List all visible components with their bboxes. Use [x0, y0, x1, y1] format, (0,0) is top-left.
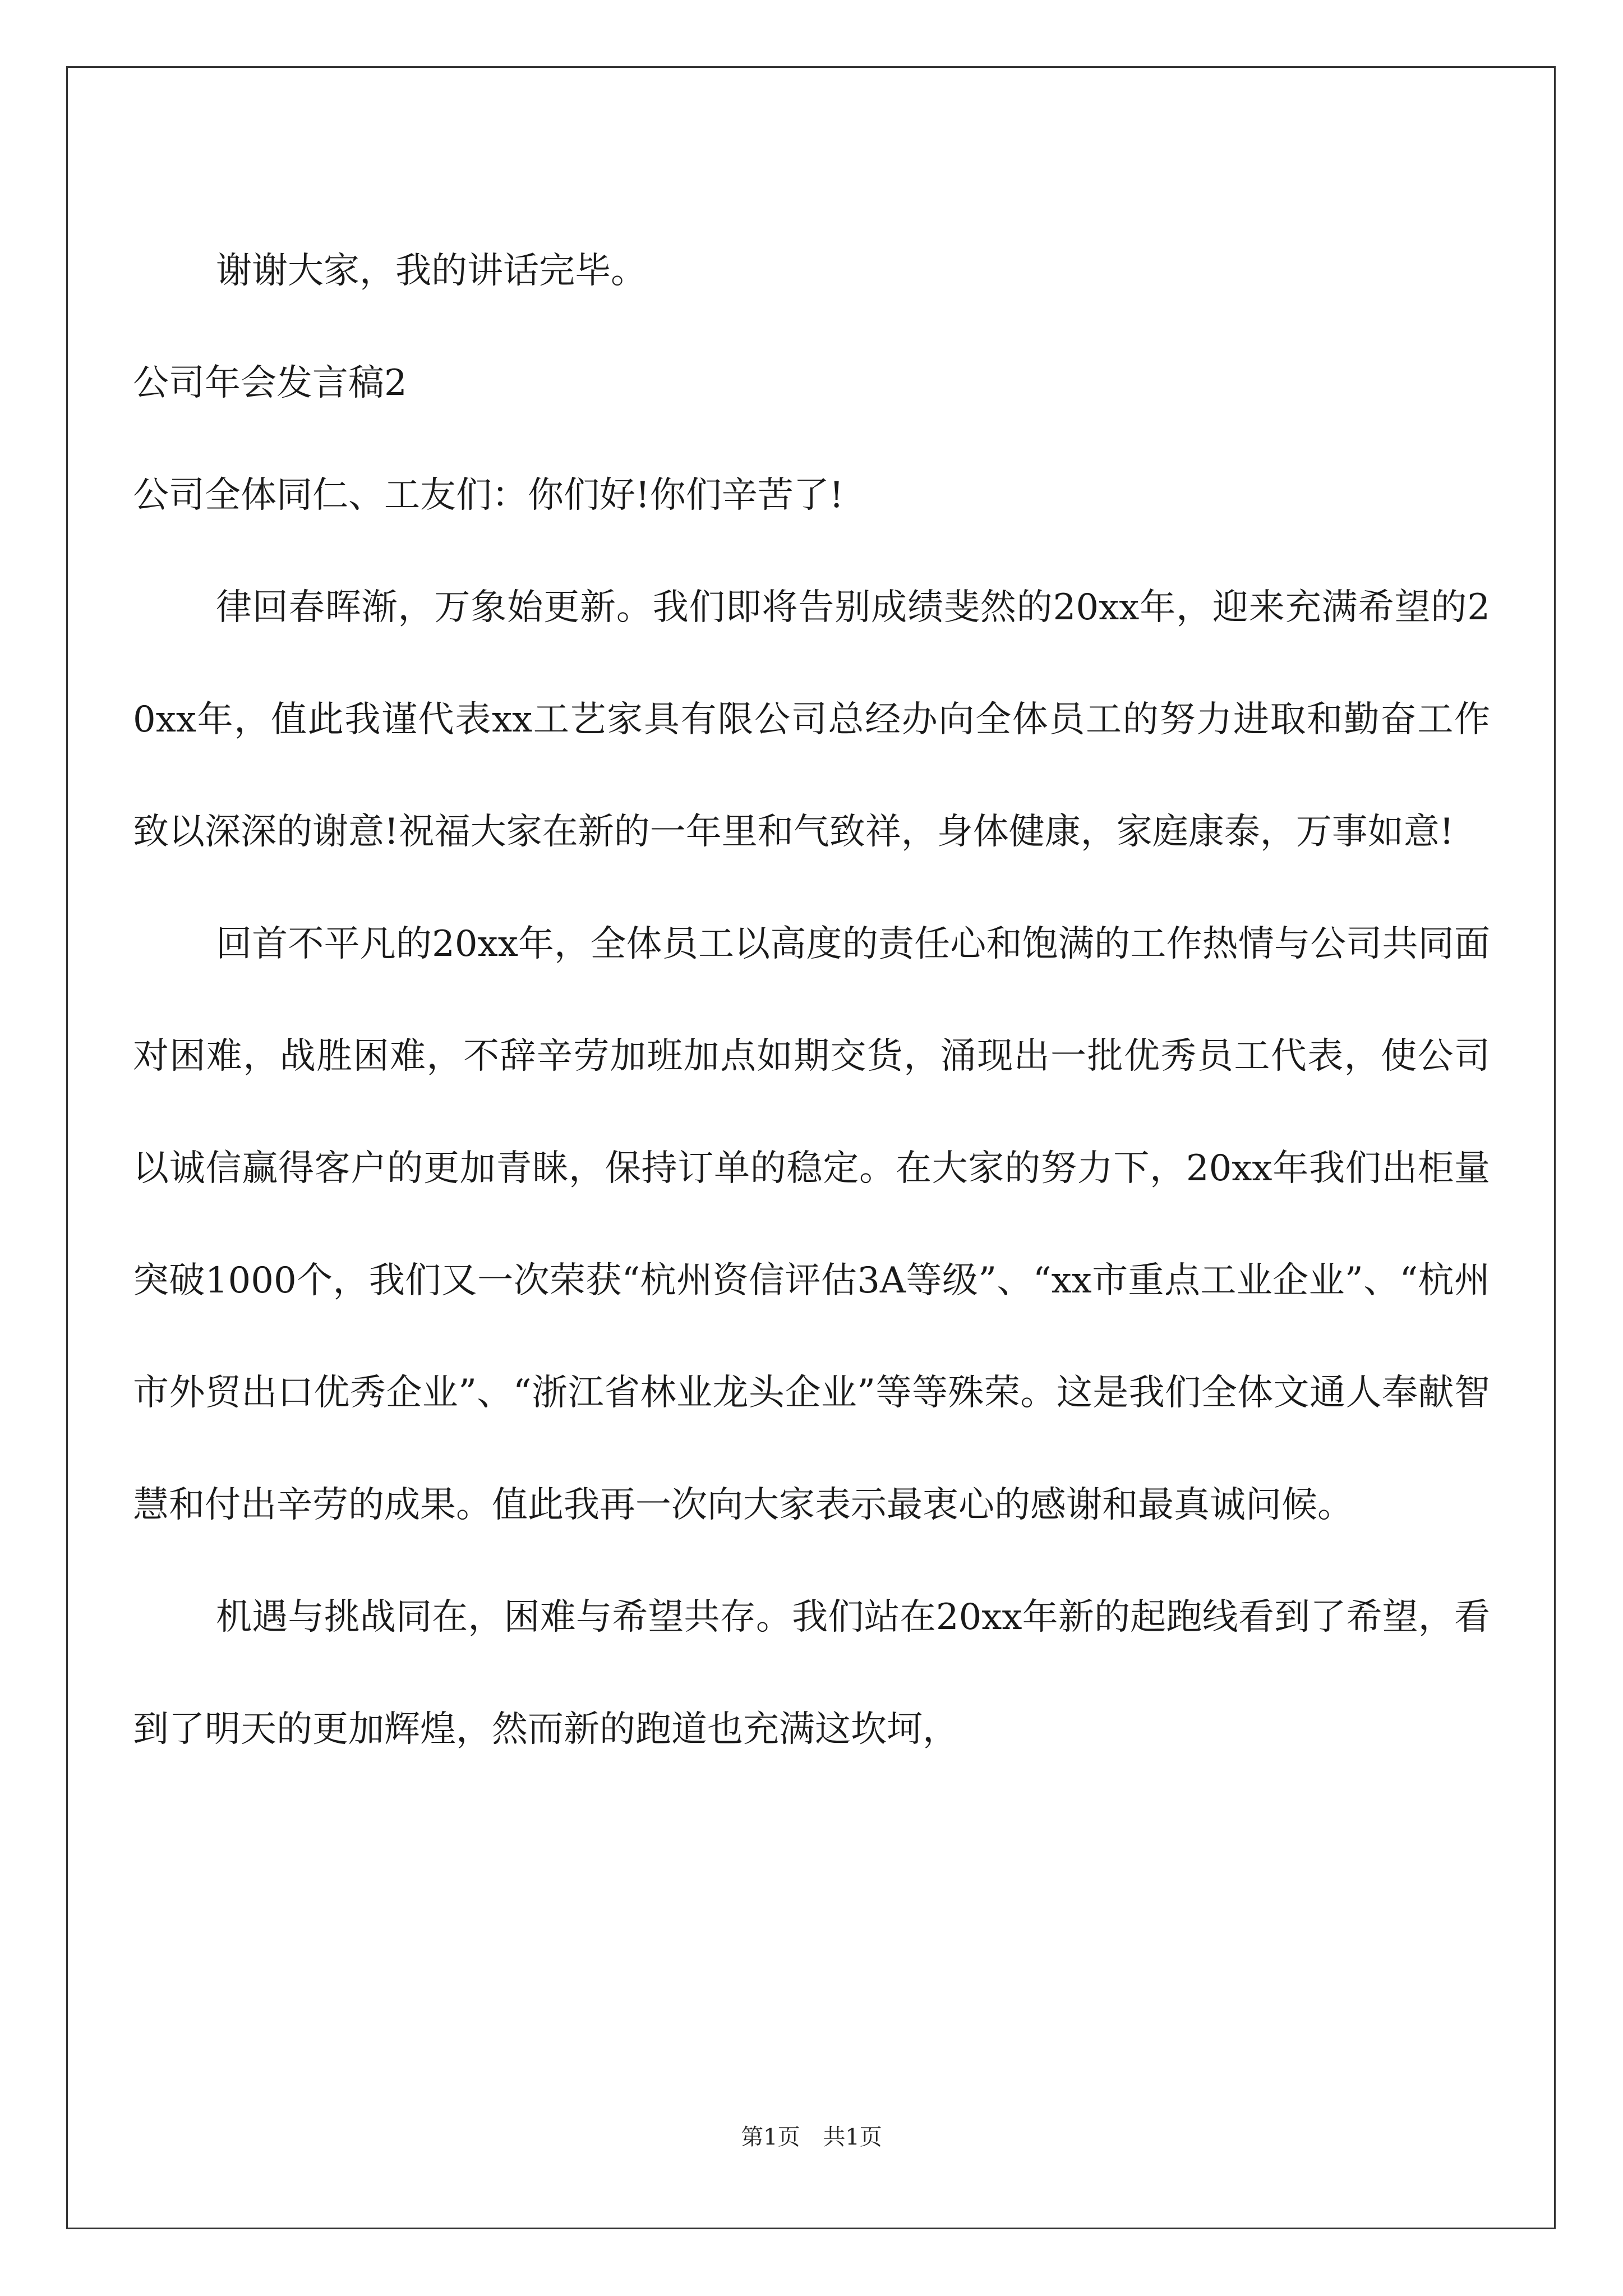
page-total: 共1页 — [823, 2124, 882, 2150]
salutation: 公司全体同仁、工友们：你们好!你们辛苦了! — [133, 475, 844, 516]
paragraph-review: 回首不平凡的20xx年，全体员工以高度的责任心和饱满的工作热情与公司共同面对困难，战胜困难，不辞辛劳加班加点如期交货，涌现出一批优秀员工代表，使公司以诚信赢得客户的更加青睐，保持订单的稳定。在大家的努力下，20xx年我们出柜量突破1000个，我们又一次荣获“杭州资信评估3A等级”、“xx市重点工业企业”、“杭州市外贸出口优秀企业”、“浙江省林业龙头企业”等等殊荣。这是我们全体文通人奉献智慧和付出辛劳的成果。值此我再一次向大家表示最衷心的感谢和最真诚问候。 — [133, 923, 1490, 1526]
document-title: 公司年会发言稿2 — [133, 362, 407, 404]
page-number: 第1页 — [741, 2124, 800, 2150]
paragraph-greeting: 律回春晖渐，万象始更新。我们即将告别成绩斐然的20xx年，迎来充满希望的20xx年，值此我谨代表xx工艺家具有限公司总经办向全体员工的努力进取和勤奋工作致以深深的谢意!祝福大家在新的一年里和气致祥，身体健康，家庭康泰，万事如意! — [133, 587, 1490, 853]
document-body — [133, 215, 1490, 1786]
paragraph-outlook: 机遇与挑战同在，困难与希望共存。我们站在20xx年新的起跑线看到了希望，看到了明天的更加辉煌，然而新的跑道也充满这坎坷， — [133, 1596, 1490, 1750]
paragraph-closing: 谢谢大家，我的讲话完毕。 — [216, 250, 647, 292]
page-footer — [0, 2120, 1623, 2154]
